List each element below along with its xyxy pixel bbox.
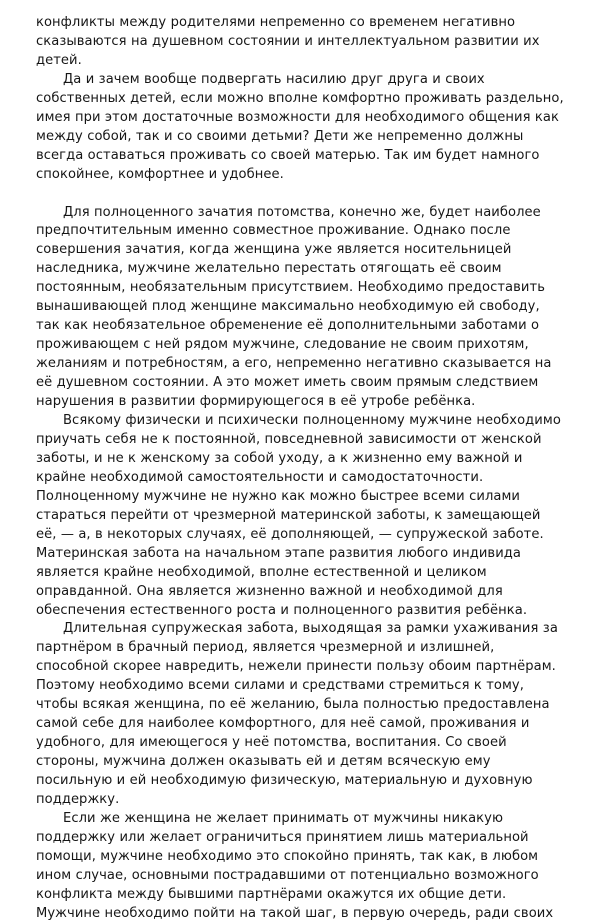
paragraph-6: Если же женщина не желает принимать от мужчины никакую поддержку или желает ограничиться принятием лишь материальной помощи, мужчине необходимо это спокойно принять, так как, в любом ином случае, основными пострадавшими от потенциально возможного конфликта между бывшими партнёрами окажутся их общие дети. Мужчине необходимо пойти на такой шаг, в первую очередь, ради своих [36,811,554,921]
paragraph-4: Всякому физически и психически полноценному мужчине необходимо приучать себя не к постоянной, повседневной зависимости от женской заботы, и не к женскому за собой уходу, а к жизненно ему важной и крайне необходимой самостоятельности и самодостаточности. Полноценному мужчине не нужно как можно быстрее всеми силами стараться перейти от чрезмерной материнской заботы, к замещающей её, — а, в некоторых случаях, её дополняющей, — супружеской заботе. Материнская забота на начальном этапе развития любого индивида является крайне необходимой, вполне естественной и целиком оправданной. Она является жизненно важной и необходимой для обеспечения естественного роста и полноценного развития ребёнка. [36,413,561,618]
paragraph-1: конфликты между родителями непременно со временем негативно сказываются на душевном состоянии и интеллектуальном развитии их детей. [36,15,540,68]
document-text-body [36,14,565,924]
paragraph-3: Для полноценного зачатия потомства, конечно же, будет наиболее предпочтительным именно совместное проживание. Однако после совершения зачатия, когда женщина уже является носительницей наследника, мужчине желательно перестать отягощать её своим постоянным, необязательным присутствием. Необходимо предоставить вынашивающей плод женщине максимально необходимую ей свободу, так как необязательное обременение её дополнительными заботами о проживающем с ней рядом мужчине, следование не своим прихотям, желаниям и потребностям, а его, непременно негативно сказывается на её душевном состоянии. А это может иметь своим прямым следствием нарушения в развитии формирующегося в её утробе ребёнка. [36,204,552,410]
paragraph-5: Длительная супружеская забота, выходящая за рамки ухаживания за партнёром в брачный период, является чрезмерной и излишней, способной скорее навредить, нежели принести пользу обоим партнёрам. Поэтому необходимо всеми силами и средствами стремиться к тому, чтобы всякая женщина, по её желанию, была полностью предоставлена самой себе для наиболее комфортного, для неё самой, проживания и удобного, для имеющегося у неё потомства, воспитания. Со своей стороны, мужчина должен оказывать ей и детям всяческую ему посильную и ей необходимую физическую, материальную и духовную поддержку. [36,621,558,808]
paragraph-2: Да и зачем вообще подвергать насилию друг друга и своих собственных детей, если можно вполне комфортно проживать раздельно, имея при этом достаточные возможности для необходимого общения как между собой, так и со своими детьми? Дети же непременно должны всегда оставаться проживать со своей матерью. Так им будет намного спокойнее, комфортнее и удобнее. [36,71,564,182]
paragraph-separator-blank-line [36,185,565,204]
